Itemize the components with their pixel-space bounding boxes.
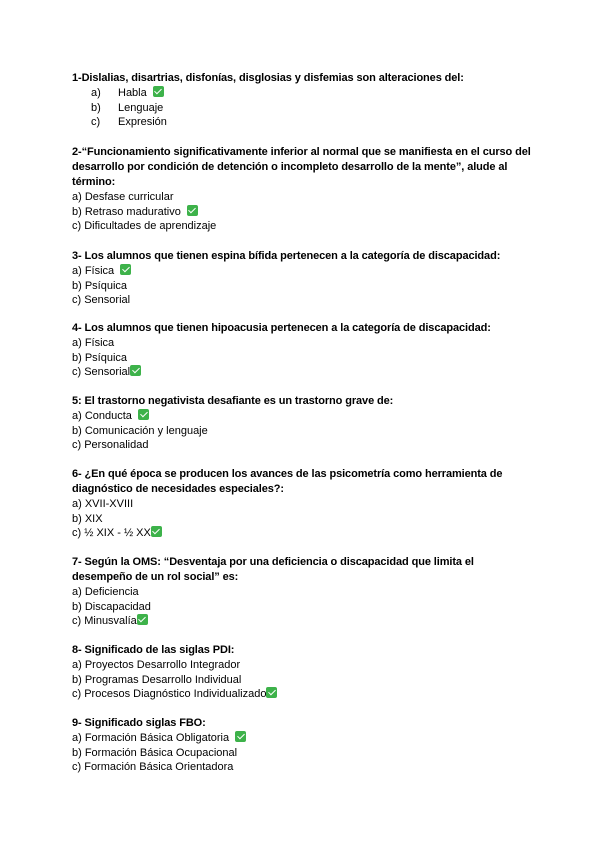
- question-7-text: 7- Según la OMS: “Desventaja por una deficiencia o discapacidad que limita el desempeño de un rol social” es:: [72, 556, 474, 583]
- question-6-option-c: [72, 526, 532, 541]
- question-1-options: [72, 86, 464, 130]
- question-3: [72, 249, 500, 308]
- question-3-text: 3- Los alumnos que tienen espina bífida pertenecen a la categoría de discapacidad:: [72, 250, 501, 262]
- question-8-options: [72, 658, 277, 702]
- option-letter: a): [91, 87, 101, 99]
- check-icon: [130, 365, 141, 376]
- question-8-text: 8- Significado de las siglas PDI:: [72, 644, 235, 656]
- question-7-option-a: [72, 585, 532, 600]
- question-5-text: 5: El trastorno negativista desafiante es un trastorno grave de:: [72, 395, 394, 407]
- question-2-option-a: [72, 190, 532, 205]
- option-text: Habla: [118, 87, 147, 99]
- option-text: b) Comunicación y lenguaje: [72, 424, 208, 437]
- check-icon: [153, 86, 164, 97]
- option-text: a) Conducta: [72, 410, 132, 422]
- check-icon: [151, 526, 162, 537]
- option-text: b) XIX: [72, 512, 103, 525]
- question-9-option-a: [72, 731, 246, 746]
- question-4-option-a: [72, 336, 491, 351]
- question-8: [72, 643, 277, 702]
- question-8-option-b: [72, 673, 277, 688]
- question-6-option-a: [72, 497, 532, 512]
- option-text: b) Programas Desarrollo Individual: [72, 673, 242, 686]
- option-text: c) ½ XIX - ½ XX: [72, 527, 151, 540]
- question-4: [72, 321, 491, 380]
- question-1-option-b: [72, 101, 464, 116]
- question-9-text: 9- Significado siglas FBO:: [72, 717, 206, 729]
- question-5-option-c: [72, 438, 393, 453]
- option-text: c) Dificultades de aprendizaje: [72, 220, 217, 233]
- question-1-option-a: [72, 86, 464, 101]
- option-text: b) Formación Básica Ocupacional: [72, 746, 238, 759]
- option-text: c) Minusvalía: [72, 615, 137, 628]
- question-3-option-b: [72, 279, 500, 294]
- question-1-text: 1-Dislalias, disartrias, disfonías, disglosias y disfemias son alteraciones del:: [72, 72, 464, 84]
- question-3-option-c: [72, 293, 500, 308]
- option-text: c) Sensorial: [72, 294, 131, 307]
- check-icon: [266, 687, 277, 698]
- option-letter: c): [91, 116, 101, 129]
- option-text: Expresión: [118, 116, 167, 129]
- question-4-options: [72, 336, 491, 380]
- option-text: Lenguaje: [118, 101, 164, 114]
- question-1-option-c: [72, 115, 464, 130]
- option-text: a) Formación Básica Obligatoria: [72, 732, 230, 744]
- question-2-option-c: [72, 219, 532, 234]
- option-text: b) Discapacidad: [72, 600, 151, 613]
- question-9-options: [72, 731, 246, 775]
- question-7-option-c: [72, 614, 532, 629]
- option-text: c) Personalidad: [72, 439, 149, 452]
- question-4-option-b: [72, 351, 491, 366]
- question-6-text: 6- ¿En qué época se producen los avances de las psicometría como herramienta de diagnóstico de necesidades especiales?:: [72, 468, 503, 495]
- question-2: [72, 145, 532, 234]
- question-2-options: [72, 190, 532, 234]
- question-4-text: 4- Los alumnos que tienen hipoacusia pertenecen a la categoría de discapacidad:: [72, 322, 491, 334]
- option-text: b) Psíquica: [72, 279, 128, 292]
- option-text: c) Sensorial: [72, 366, 131, 379]
- question-1: [72, 71, 464, 130]
- option-text: b) Retraso madurativo: [72, 205, 181, 218]
- check-icon: [120, 264, 131, 275]
- option-text: a) Deficiencia: [72, 586, 139, 598]
- option-letter: b): [91, 101, 101, 114]
- option-text: a) Física: [72, 265, 115, 277]
- question-6-option-b: [72, 512, 532, 527]
- question-8-option-a: [72, 658, 277, 673]
- question-2-option-b: [72, 205, 532, 220]
- check-icon: [187, 205, 198, 216]
- question-5: [72, 394, 393, 453]
- question-9: [72, 716, 246, 775]
- option-text: c) Formación Básica Orientadora: [72, 761, 234, 774]
- option-text: a) Desfase curricular: [72, 191, 174, 203]
- question-6: [72, 467, 532, 541]
- check-icon: [137, 614, 148, 625]
- question-8-option-c: [72, 687, 277, 702]
- question-3-options: [72, 264, 500, 308]
- question-5-options: [72, 409, 393, 453]
- question-5-option-a: [72, 409, 393, 424]
- question-7-options: [72, 585, 532, 629]
- check-icon: [138, 409, 149, 420]
- option-text: a) XVII-XVIII: [72, 498, 134, 510]
- question-4-option-c: [72, 365, 491, 380]
- question-5-option-b: [72, 424, 393, 439]
- option-text: b) Psíquica: [72, 351, 128, 364]
- option-text: a) Proyectos Desarrollo Integrador: [72, 659, 241, 671]
- option-text: a) Física: [72, 337, 115, 349]
- question-9-option-b: [72, 746, 246, 761]
- check-icon: [235, 731, 246, 742]
- question-7-option-b: [72, 600, 532, 615]
- question-9-option-c: [72, 760, 246, 775]
- option-text: c) Procesos Diagnóstico Individualizado: [72, 688, 267, 701]
- question-6-options: [72, 497, 532, 541]
- question-2-text: 2-“Funcionamiento significativamente inferior al normal que se manifiesta en el curso del desarrollo por condición de detención o incompleto desarrollo de la mente”, alude al término:: [72, 146, 531, 188]
- question-7: [72, 555, 532, 629]
- question-3-option-a: [72, 264, 500, 279]
